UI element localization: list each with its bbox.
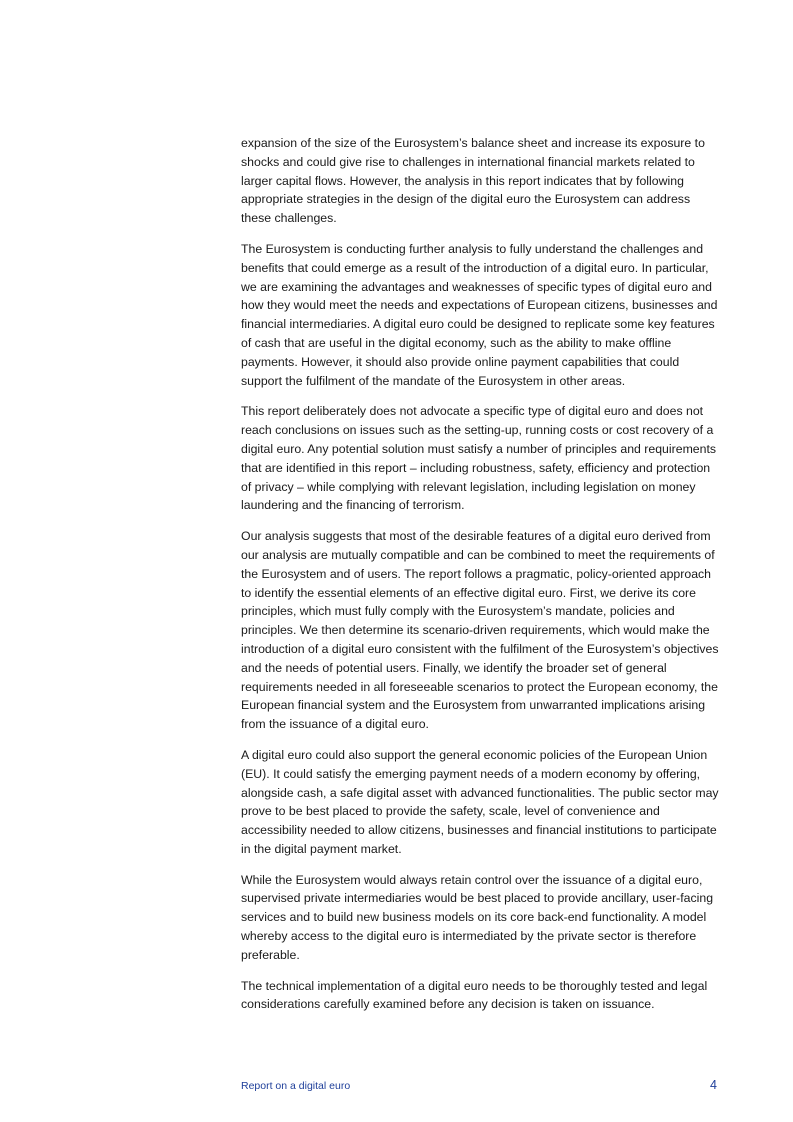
paragraph-intermediaries: While the Eurosystem would always retain control over the issuance of a digital euro, supervised private intermediaries would be best placed to provide ancillary, user-facing services and to build new business models on its core back-end functionality. A model whereby access to the digital euro is intermediated by the private sector is therefore preferable. bbox=[241, 872, 714, 962]
page-footer bbox=[241, 1078, 717, 1092]
paragraph-technical-implementation: The technical implementation of a digital euro needs to be thoroughly tested and legal considerations carefully examined before any decision is taken on issuance. bbox=[241, 978, 708, 1012]
document-body bbox=[241, 134, 721, 1026]
paragraph-further-analysis: The Eurosystem is conducting further analysis to fully understand the challenges and benefits that could emerge as a result of the introduction of a digital euro. In particular, we are examining the advantages and weaknesses of specific types of digital euro and how they would meet the needs and expectations of European citizens, businesses and financial intermediaries. A digital euro could be designed to replicate some key features of cash that are useful in the digital economy, such as the ability to make offline payments. However, it should also provide online payment capabilities that could support the fulfilment of the mandate of the Eurosystem in other areas. bbox=[241, 241, 718, 388]
paragraph-balance-sheet: expansion of the size of the Eurosystem’s balance sheet and increase its exposure to shocks and could give rise to challenges in international financial markets related to larger capital flows. However, the analysis in this report indicates that by following appropriate strategies in the design of the digital euro the Eurosystem can address these challenges. bbox=[241, 136, 705, 226]
paragraph-analysis-approach: Our analysis suggests that most of the desirable features of a digital euro derived from our analysis are mutually compatible and can be combined to meet the requirements of the Eurosystem and of users. The report follows a pragmatic, policy-oriented approach to identify the essential elements of an effective digital euro. First, we derive its core principles, which must fully comply with the Eurosystem’s mandate, policies and principles. We then determine its scenario-driven requirements, which would make the introduction of a digital euro consistent with the fulfilment of the Eurosystem’s objectives and the needs of potential users. Finally, we identify the broader set of general requirements needed in all foreseeable scenarios to protect the European economy, the European financial system and the Eurosystem from unwarranted implications arising from the issuance of a digital euro. bbox=[241, 529, 719, 732]
footer-report-title: Report on a digital euro bbox=[241, 1080, 351, 1092]
paragraph-report-scope: This report deliberately does not advocate a specific type of digital euro and does not reach conclusions on issues such as the setting-up, running costs or cost recovery of a digital euro. Any potential solution must satisfy a number of principles and requirements that are identified in this report – including robustness, safety, efficiency and protection of privacy – while complying with relevant legislation, including legislation on money laundering and the financing of terrorism. bbox=[241, 404, 717, 513]
page-number: 4 bbox=[710, 1078, 717, 1092]
paragraph-eu-policies: A digital euro could also support the general economic policies of the European Union (EU). It could satisfy the emerging payment needs of a modern economy by offering, alongside cash, a safe digital asset with advanced functionalities. The public sector may prove to be best placed to provide the safety, scale, level of convenience and accessibility needed to allow citizens, businesses and financial institutions to participate in the digital payment market. bbox=[241, 747, 719, 856]
